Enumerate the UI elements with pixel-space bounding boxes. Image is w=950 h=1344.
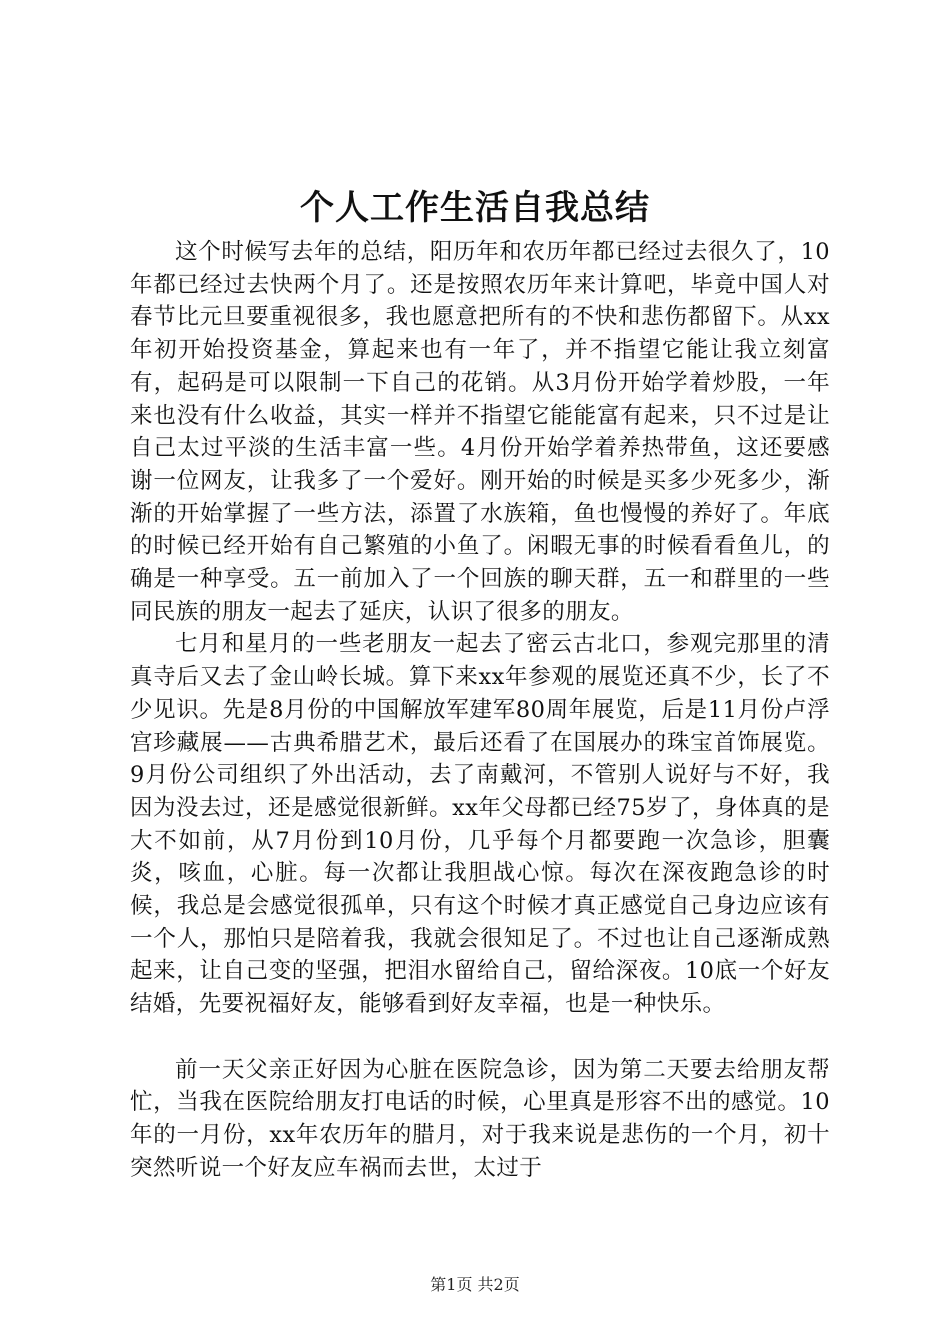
paragraph-spacer — [130, 1021, 830, 1054]
paragraph-1: 这个时候写去年的总结，阳历年和农历年都已经过去很久了，10年都已经过去快两个月了。还是按照农历年来计算吧，毕竟中国人对春节比元旦要重视很多，我也愿意把所有的不快和悲伤都留下。从xx年初开始投资基金，算起来也有一年了，并不指望它能让我立刻富有，起码是可以限制一下自己的花销。从3月份开始学着炒股，一年来也没有什么收益，其实一样并不指望它能能富有起来，只不过是让自己太过平淡的生活丰富一些。4月份开始学着养热带鱼，这还要感谢一位网友，让我多了一个爱好。刚开始的时候是买多少死多少，渐渐的开始掌握了一些方法，添置了水族箱，鱼也慢慢的养好了。年底的时候已经开始有自己繁殖的小鱼了。闲暇无事的时候看看鱼儿，的确是一种享受。五一前加入了一个回族的聊天群，五一和群里的一些同民族的朋友一起去了延庆，认识了很多的朋友。 — [130, 239, 830, 625]
document-body — [130, 236, 830, 1184]
paragraph-3: 前一天父亲正好因为心脏在医院急诊，因为第二天要去给朋友帮忙，当我在医院给朋友打电话的时候，心里真是形容不出的感觉。10年的一月份，xx年农历年的腊月，对于我来说是悲伤的一个月，初十突然听说一个好友应车祸而去世，太过于 — [130, 1056, 830, 1181]
document-title: 个人工作生活自我总结 — [300, 188, 650, 228]
paragraph-2: 七月和星月的一些老朋友一起去了密云古北口，参观完那里的清真寺后又去了金山岭长城。算下来xx年参观的展览还真不少，长了不少见识。先是8月份的中国解放军建军80周年展览，后是11月份卢浮宫珍藏展——古典希腊艺术，最后还看了在国展办的珠宝首饰展览。9月份公司组织了外出活动，去了南戴河，不管别人说好与不好，我因为没去过，还是感觉很新鲜。xx年父母都已经75岁了，身体真的是大不如前，从7月份到10月份，几乎每个月都要跑一次急诊，胆囊炎，咳血，心脏。每一次都让我胆战心惊。每次在深夜跑急诊的时候，我总是会感觉很孤单，只有这个时候才真正感觉自己身边应该有一个人，那怕只是陪着我，我就会很知足了。不过也让自己逐渐成熟起来，让自己变的坚强，把泪水留给自己，留给深夜。10底一个好友结婚，先要祝福好友，能够看到好友幸福，也是一种快乐。 — [130, 631, 830, 1018]
page-number-footer: 第1页 共2页 — [430, 1275, 520, 1294]
